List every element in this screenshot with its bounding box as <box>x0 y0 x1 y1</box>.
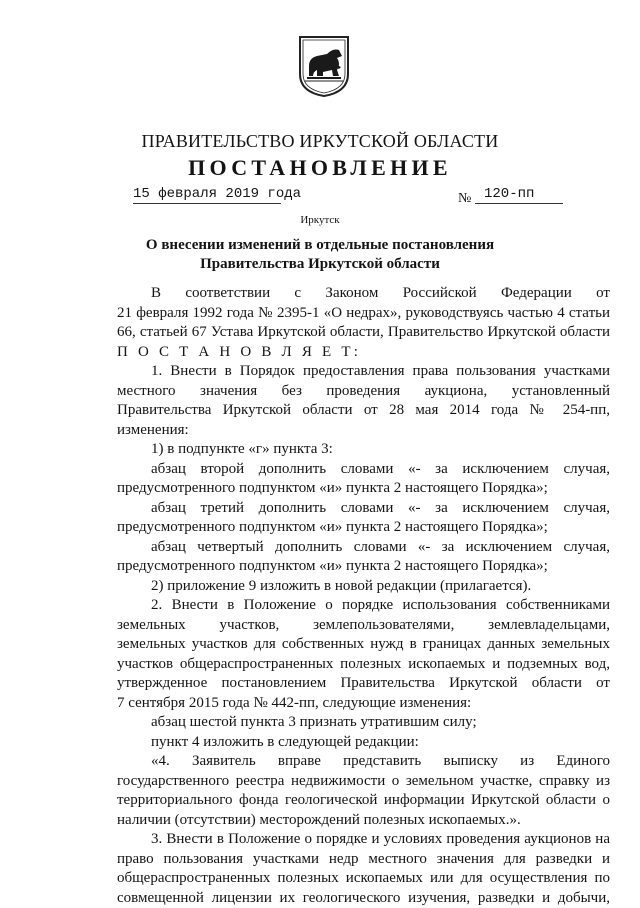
date-underline <box>133 203 281 204</box>
decree-title-line: О внесении изменений в отдельные постановления <box>0 236 640 255</box>
body-line: наличии (отсутствии) месторождений полезных ископаемых.». <box>117 811 610 831</box>
body-line: участков общераспространенных полезных ископаемых и подземных вод, <box>117 655 610 675</box>
body-line: 21 февраля 1992 года № 2395-1 «О недрах», руководствуясь частью 4 статьи <box>117 304 610 324</box>
body-line: 2) приложение 9 изложить в новой редакции (прилагается). <box>117 577 610 597</box>
decree-date: 15 февраля 2019 года <box>133 186 301 202</box>
body-line: предусмотренного подпунктом «и» пункта 2 настоящего Порядка»; <box>117 557 610 577</box>
number-sign: № <box>458 191 471 207</box>
irkutsk-coat-of-arms-emblem <box>297 34 351 98</box>
body-line: пункт 4 изложить в следующей редакции: <box>117 733 610 753</box>
body-line: абзац второй дополнить словами «- за исключением случая, <box>117 460 610 480</box>
body-line: 3. Внести в Положение о порядке и условиях проведения аукционов на <box>117 830 610 850</box>
body-line: изменения: <box>117 421 610 441</box>
body-line: общераспространенных полезных ископаемых или для осуществления по <box>117 869 610 889</box>
body-line: предусмотренного подпунктом «и» пункта 2 настоящего Порядка»; <box>117 479 610 499</box>
body-line: Правительства Иркутской области от 28 мая 2014 года № 254-пп, <box>117 401 610 421</box>
body-line: утвержденное постановлением Правительства Иркутской области от <box>117 674 610 694</box>
body-line: территориального фонда геологической информации Иркутской области о <box>117 791 610 811</box>
body-line: П О С Т А Н О В Л Я Е Т: <box>117 343 610 363</box>
body-line: земельных участков, землепользователями, землевладельцами, <box>117 616 610 636</box>
government-name: ПРАВИТЕЛЬСТВО ИРКУТСКОЙ ОБЛАСТИ <box>0 131 640 152</box>
city-name: Иркутск <box>0 214 640 226</box>
body-line: 1) в подпункте «г» пункта 3: <box>117 440 610 460</box>
body-line: абзац третий дополнить словами «- за исключением случая, <box>117 499 610 519</box>
body-line: 66, статьей 67 Устава Иркутской области, Правительство Иркутской области <box>117 323 610 343</box>
decree-title <box>0 236 640 274</box>
body-line: право пользования участками недр местного значения для разведки и <box>117 850 610 870</box>
body-line: 2. Внести в Положение о порядке использования собственниками <box>117 596 610 616</box>
body-line: совмещенной лицензии их геологического изучения, разведки и добычи, <box>117 889 610 908</box>
body-line: «4. Заявитель вправе представить выписку из Единого <box>117 752 610 772</box>
decree-body <box>117 284 610 908</box>
body-line: местного значения без проведения аукциона, установленный <box>117 382 610 402</box>
number-underline <box>475 203 563 204</box>
body-line: государственного реестра недвижимости о земельном участке, справку из <box>117 772 610 792</box>
body-line: земельных участков для собственных нужд в границах данных земельных <box>117 635 610 655</box>
decree-title-line: Правительства Иркутской области <box>0 255 640 274</box>
document-type-heading: ПОСТАНОВЛЕНИЕ <box>0 155 640 181</box>
body-line: 1. Внести в Порядок предоставления права пользования участками <box>117 362 610 382</box>
body-line: 7 сентября 2015 года № 442-пп, следующие изменения: <box>117 694 610 714</box>
body-line: абзац шестой пункта 3 признать утратившим силу; <box>117 713 610 733</box>
decree-number: 120-пп <box>484 186 534 202</box>
body-line: абзац четвертый дополнить словами «- за исключением случая, <box>117 538 610 558</box>
body-line: В соответствии с Законом Российской Федерации от <box>117 284 610 304</box>
body-line: предусмотренного подпунктом «и» пункта 2 настоящего Порядка»; <box>117 518 610 538</box>
